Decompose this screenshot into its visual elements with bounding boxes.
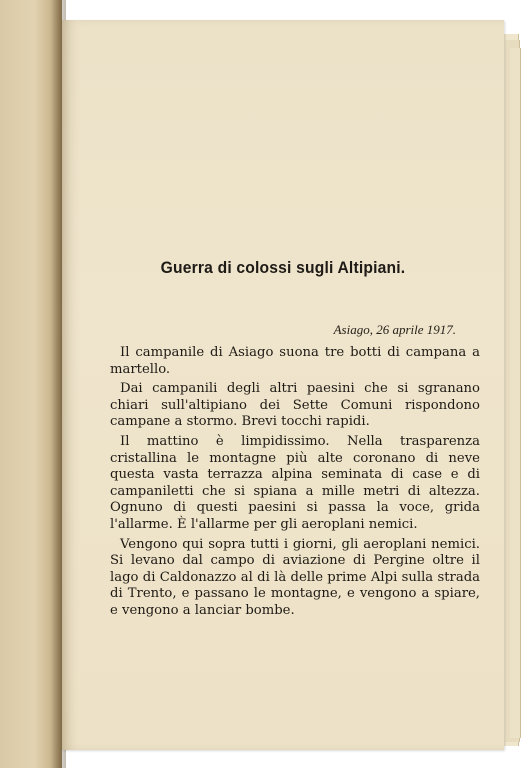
- chapter-title: Guerra di colossi sugli Altipiani.: [160, 258, 406, 277]
- dateline: Asiago, 26 aprile 1917.: [333, 322, 456, 337]
- paragraph: Il campanile di Asiago suona tre botti di campana a martello.: [110, 345, 480, 377]
- body-text: [110, 345, 480, 620]
- paragraph: Vengono qui sopra tutti i giorni, gli aeroplani nemici. Si levano dal campo di aviazione di Pergine oltre il lago di Caldonazzo al di là delle prime Alpi sulla strada di Trento, e passano le montagne, e vengono a spiare, e vengono a lanciar bombe.: [110, 536, 480, 618]
- paragraph: Il mattino è limpidissimo. Nella trasparenza cristallina le montagne più alte coronano di neve questa vasta terrazza alpina seminata di case e di campaniletti che si spiana a mille metri di altezza. Ognuno di questi paesini si passa la voce, grida l'allarme. È l'allarme per gli aeroplani nemici.: [110, 433, 480, 532]
- book-page: [62, 20, 504, 750]
- paragraph: Dai campanili degli altri paesini che si sgranano chiari sull'altipiano dei Sette Comuni rispondono campane a stormo. Brevi tocchi rapidi.: [110, 381, 480, 430]
- page-edge: [510, 48, 521, 738]
